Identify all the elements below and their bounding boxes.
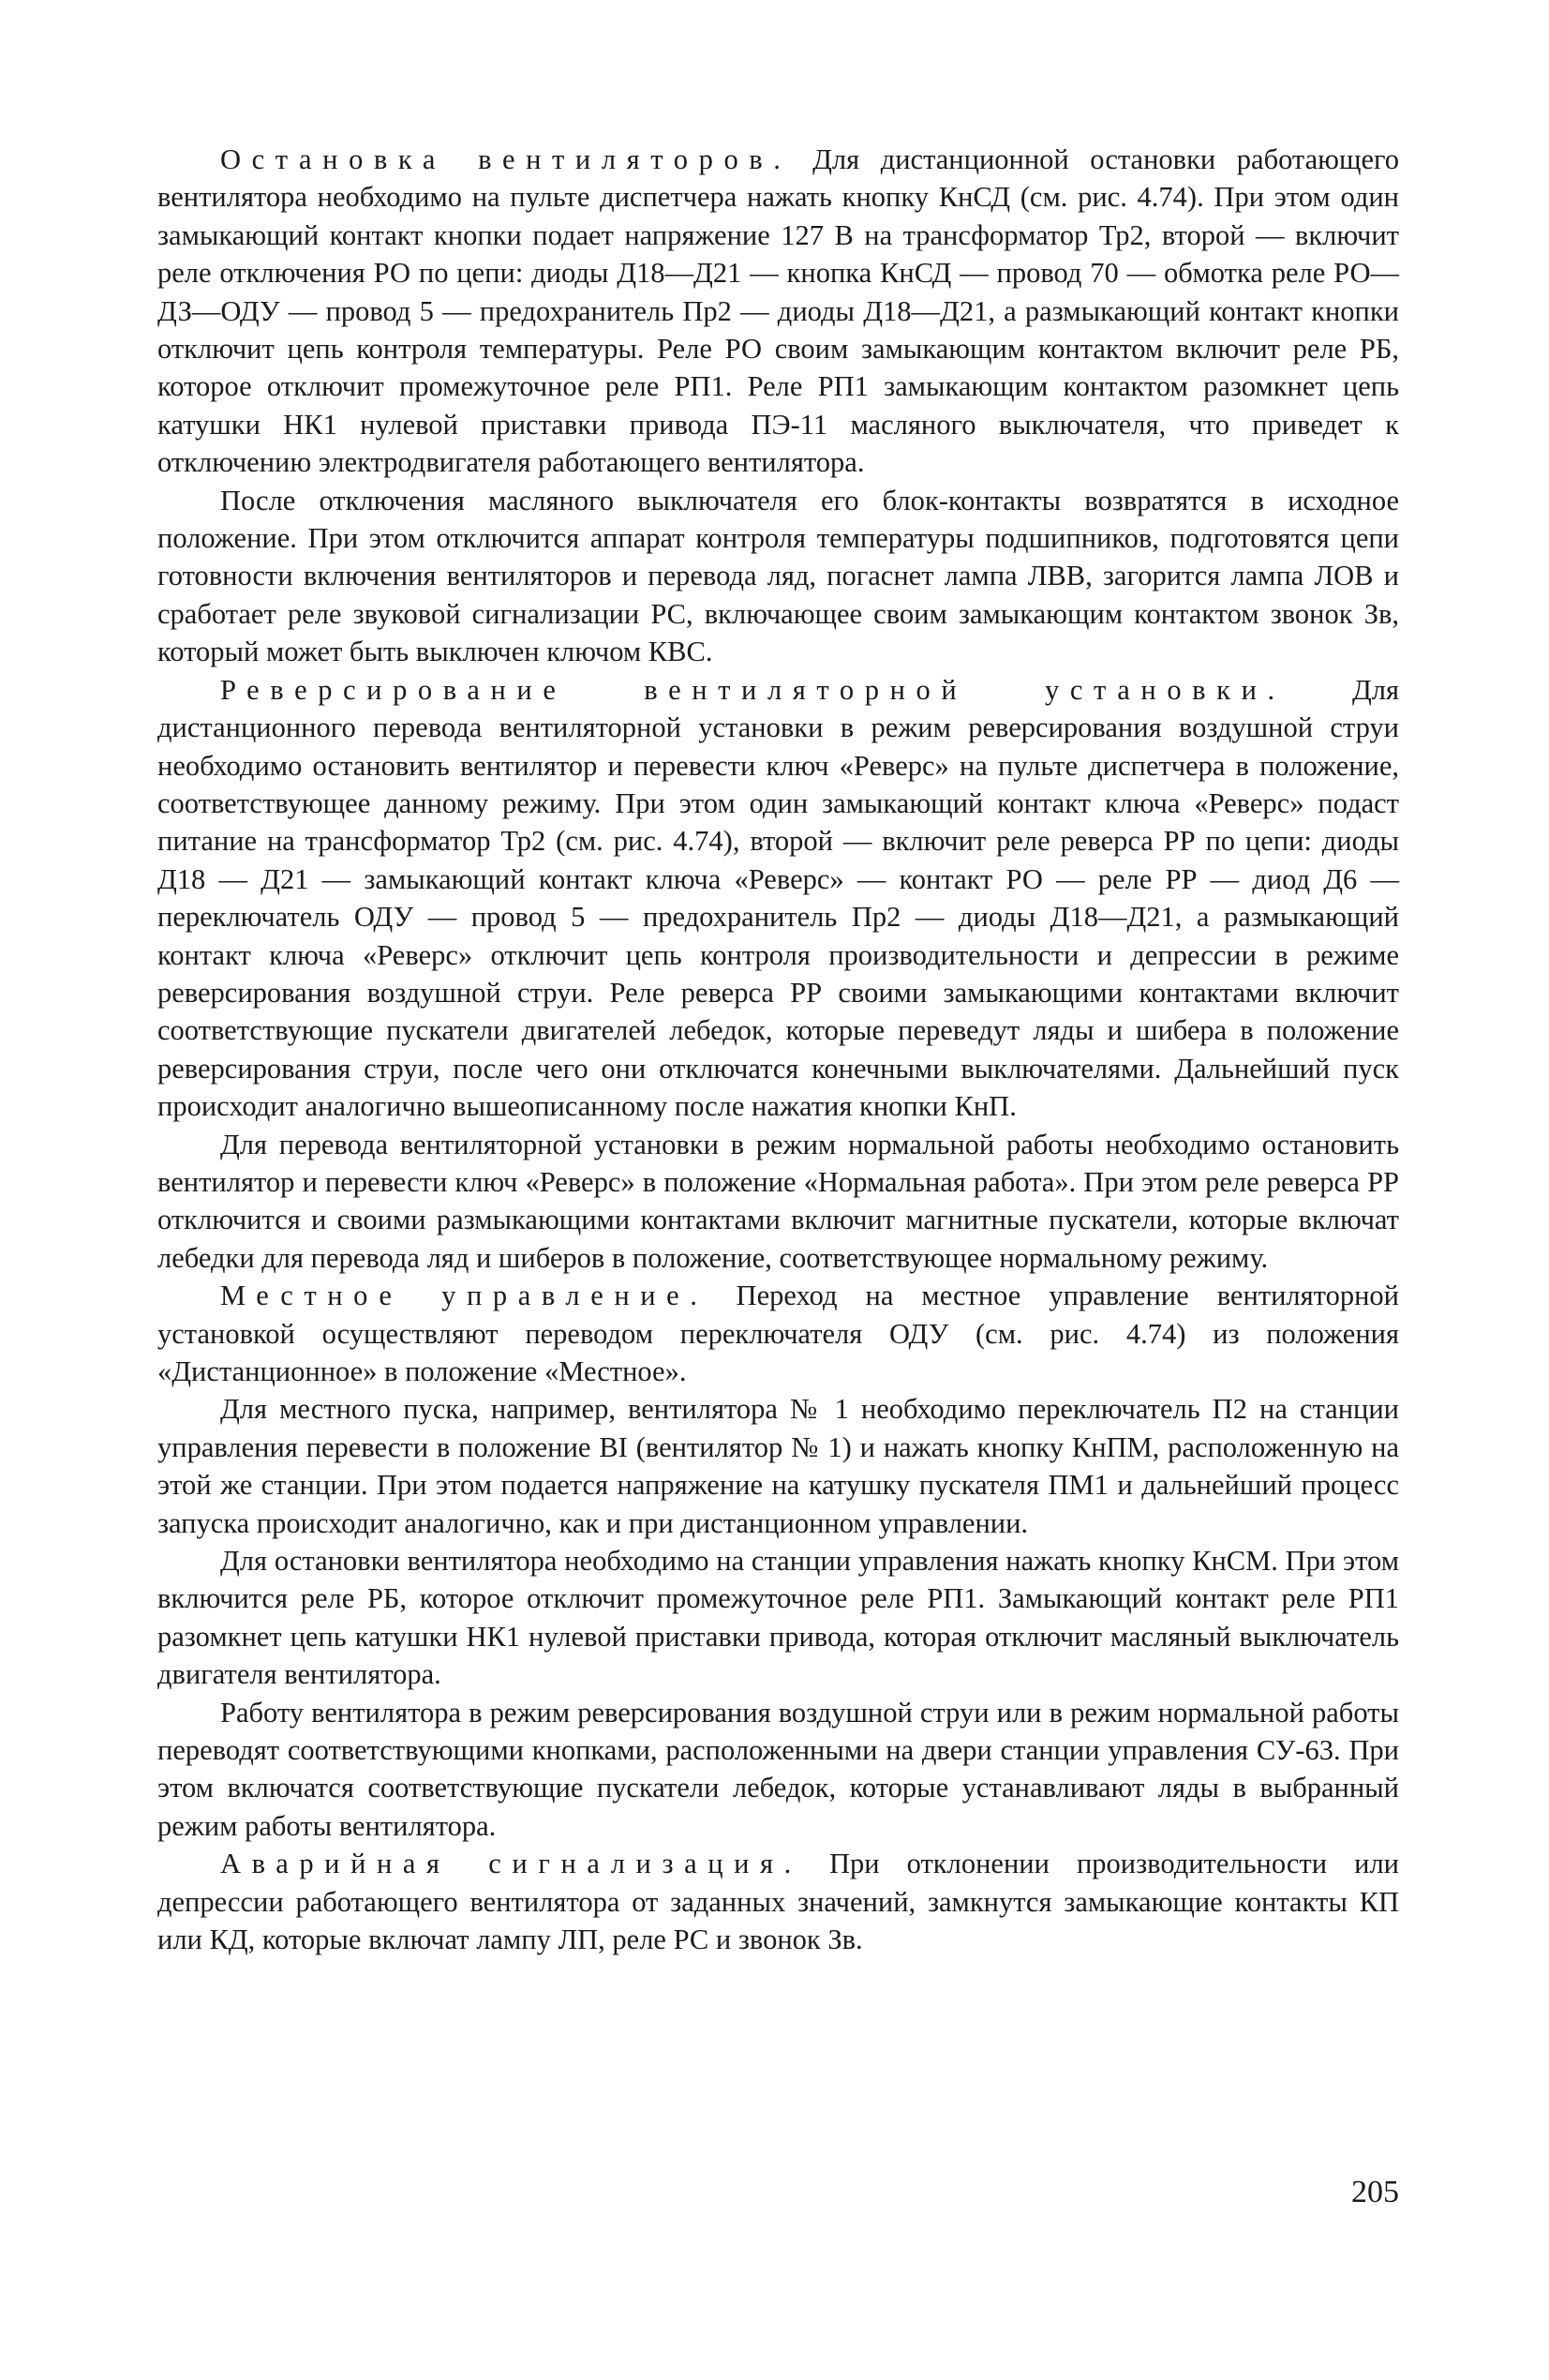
paragraph-local-start <box>157 1390 1399 1542</box>
paragraph-text: Для перевода вентиляторной установки в режим нормальной работы необходимо остановить вентилятор и перевести ключ «Реверс» в положение «Нормальная работа». При этом реле реверса РР отключится и своими размыкающими контактами включит магнитные пускатели, которые включат лебедки для перевода ляд и шиберов в положение, соответствующее нормальному режиму. <box>157 1128 1399 1274</box>
paragraph-local-stop <box>157 1542 1399 1694</box>
paragraph-text: Для остановки вентилятора необходимо на станции управления нажать кнопку КнСМ. При этом включится реле РБ, которое отключит промежуточное реле РП1. Замыкающий контакт реле РП1 разомкнет цепь катушки НК1 нулевой приставки привода, которая отключит масляный выключатель двигателя вентилятора. <box>157 1545 1399 1691</box>
paragraph-text: Для местного пуска, например, вентилятора № 1 необходимо переключатель П2 на станции управления перевести в положение ВI (вентилятор № 1) и нажать кнопку КнПМ, расположенную на этой же станции. При этом подается напряжение на катушку пускателя ПМ1 и дальнейший процесс запуска происходит аналогично, как и при дистанционном управлении. <box>157 1393 1399 1539</box>
section-heading-alarm: Аварийная сигнализация. <box>220 1848 802 1880</box>
paragraph-text: Для дистанционного перевода вентиляторной установки в режим реверсирования воздушной струи необходимо остановить вентилятор и перевести ключ «Реверс» на пульте диспетчера в положение, соответствующее данному режиму. При этом один замыкающий контакт ключа «Реверс» подаст питание на трансформатор Тр2 (см. рис. 4.74), второй — включит реле реверса РР по цепи: диоды Д18 — Д21 — замыкающий контакт ключа «Реверс» — контакт РО — реле РР — диод Д6 — переключатель ОДУ — провод 5 — предохранитель Пр2 — диоды Д18—Д21, а размыкающий контакт ключа «Реверс» отключит цепь контроля производительности и депрессии в режиме реверсирования воздушной струи. Реле реверса РР своими замыкающими контактами включит соответствующие пускатели двигателей лебедок, которые переведут ляды и шибера в положение реверсирования струи, после чего они отключатся конечными выключателями. Дальнейший пуск происходит аналогично вышеописанному после нажатия кнопки КнП. <box>157 673 1399 1123</box>
paragraph-after-switch-off <box>157 482 1399 671</box>
section-heading-reversing: Реверсирование вентиляторной установки. <box>220 673 1286 706</box>
paragraph-text: Работу вентилятора в режим реверсирования воздушной струи или в режим нормальной работы переводят соответствующими кнопками, расположенными на двери станции управления СУ-63. При этом включатся соответствующие пускатели лебедок, которые устанавливают ляды в выбранный режим работы вентилятора. <box>157 1696 1399 1842</box>
paragraph-fan-stop <box>157 141 1399 482</box>
section-heading-local-control: Местное управление. <box>220 1280 708 1312</box>
paragraph-text: При отклонении производительности или депрессии работающего вентилятора от заданных значений, замкнутся замыкающие контакты КП или КД, которые включат лампу ЛП, реле РС и звонок Зв. <box>157 1848 1399 1956</box>
paragraph-text: Переход на местное управление вентиляторной установкой осуществляют переводом переключателя ОДУ (см. рис. 4.74) из положения «Дистанционное» в положение «Местное». <box>157 1280 1399 1387</box>
paragraph-mode-buttons <box>157 1694 1399 1846</box>
section-heading-fan-stop: Остановка вентиляторов. <box>220 143 792 175</box>
paragraph-normal-mode <box>157 1126 1399 1278</box>
paragraph-local-control <box>157 1277 1399 1390</box>
paragraph-reversing <box>157 671 1399 1126</box>
paragraph-alarm <box>157 1845 1399 1958</box>
paragraph-text: После отключения масляного выключателя его блок-контакты возвратятся в исходное положение. При этом отключится аппарат контроля температуры подшипников, подготовятся цепи готовности включения вентиляторов и перевода ляд, погаснет лампа ЛВВ, загорится лампа ЛОВ и сработает реле звуковой сигнализации РС, включающее своим замыкающим контактом звонок Зв, который может быть выключен ключом КВС. <box>157 484 1399 668</box>
page-number: 205 <box>1351 2175 1399 2209</box>
paragraph-text: Для дистанционной остановки работающего вентилятора необходимо на пульте диспетчера нажать кнопку КнСД (см. рис. 4.74). При этом один замыкающий контакт кнопки подает напряжение 127 В на трансформатор Тр2, второй — включит реле отключения РО по цепи: диоды Д18—Д21 — кнопка КнСД — провод 70 — обмотка реле РО—ДЗ—ОДУ — провод 5 — предохранитель Пр2 — диоды Д18—Д21, а размыкающий контакт кнопки отключит цепь контроля температуры. Реле РО своим замыкающим контактом включит реле РБ, которое отключит промежуточное реле РП1. Реле РП1 замыкающим контактом разомкнет цепь катушки НК1 нулевой приставки привода ПЭ-11 масляного выключателя, что приведет к отключению электродвигателя работающего вентилятора. <box>157 143 1399 479</box>
page-body <box>157 141 1399 1959</box>
